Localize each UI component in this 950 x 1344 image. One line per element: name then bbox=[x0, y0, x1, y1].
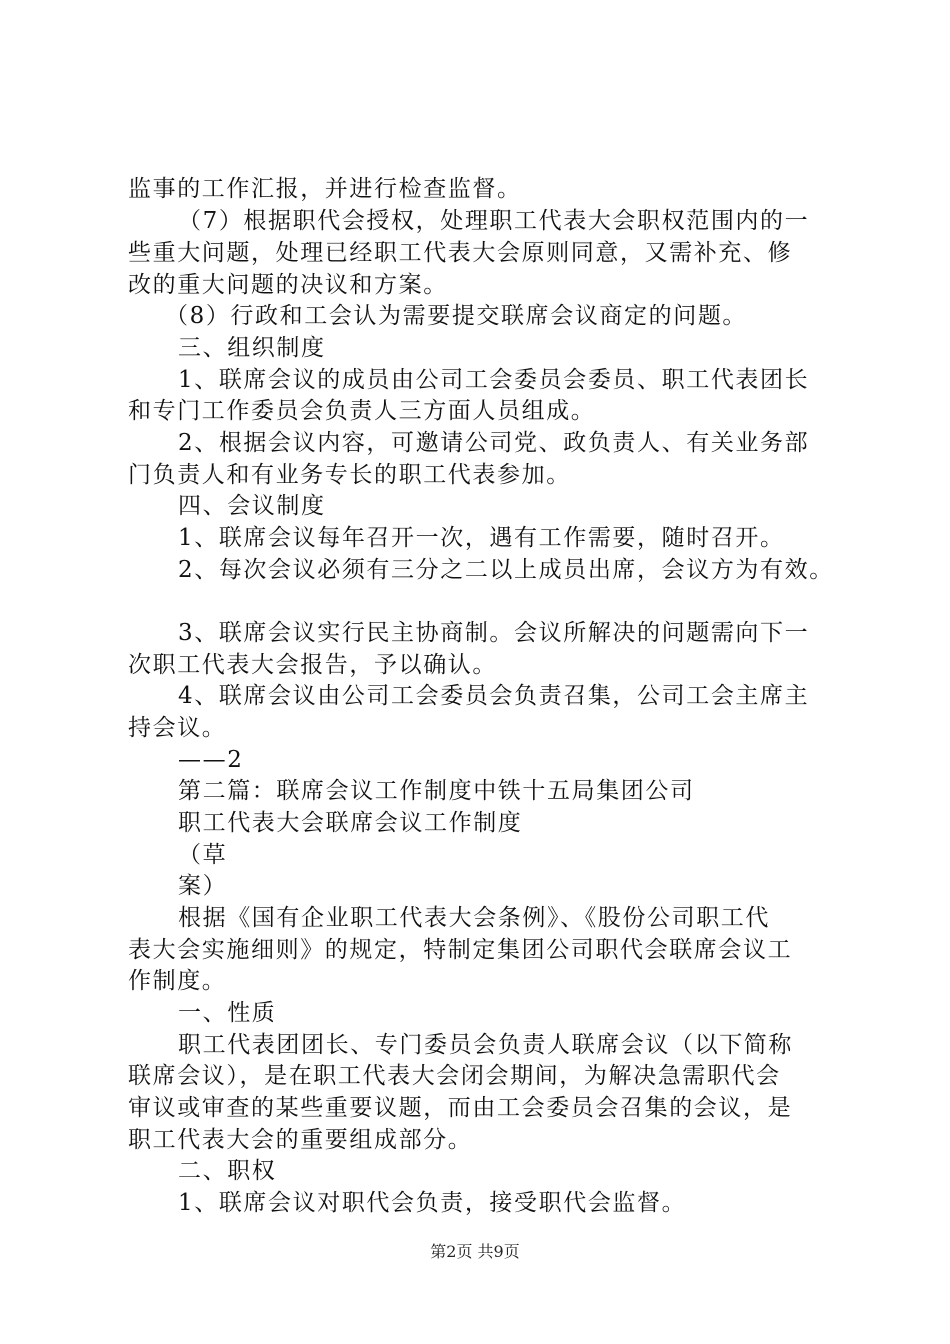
section-heading: 一、性质 bbox=[178, 1000, 277, 1026]
text-line: 联席会议），是在职工代表大会闭会期间，为解决急需职代会 bbox=[128, 1063, 781, 1089]
text-line: 表大会实施细则》的规定，特制定集团公司职代会联席会议工 bbox=[128, 937, 793, 963]
document-title: 职工代表大会联席会议工作制度 bbox=[178, 810, 523, 836]
draft-label: （草 bbox=[178, 842, 228, 868]
text-line: （7）根据职代会授权，处理职工代表大会职权范围内的一 bbox=[178, 208, 810, 234]
section-heading: 三、组织制度 bbox=[178, 335, 326, 361]
text-line: 1、联席会议每年召开一次，遇有工作需要，随时召开。 bbox=[178, 525, 785, 551]
text-line: 3、联席会议实行民主协商制。会议所解决的问题需向下一 bbox=[178, 620, 810, 646]
text-line: 审议或审查的某些重要议题，而由工会委员会召集的会议，是 bbox=[128, 1095, 793, 1121]
text-line: 1、联席会议对职代会负责，接受职代会监督。 bbox=[178, 1190, 687, 1216]
text-line: 职工代表大会的重要组成部分。 bbox=[128, 1127, 473, 1153]
text-line: 和专门工作委员会负责人三方面人员组成。 bbox=[128, 398, 596, 424]
text-line: 持会议。 bbox=[128, 715, 227, 741]
page-number-footer: 第2页 共9页 bbox=[430, 1242, 520, 1261]
text-line: 职工代表团团长、专门委员会负责人联席会议（以下简称 bbox=[178, 1032, 793, 1058]
text-line: 次职工代表大会报告，予以确认。 bbox=[128, 652, 497, 678]
section-heading: 四、会议制度 bbox=[178, 493, 326, 519]
text-line: 4、联席会议由公司工会委员会负责召集，公司工会主席主 bbox=[178, 683, 810, 709]
text-line: （8）行政和工会认为需要提交联席会议商定的问题。 bbox=[165, 303, 748, 329]
text-line: 门负责人和有业务专长的职工代表参加。 bbox=[128, 462, 571, 488]
text-line: 根据《国有企业职工代表大会条例》、《股份公司职工代 bbox=[178, 905, 770, 931]
text-line: 2、每次会议必须有三分之二以上成员出席，会议方为有效。 bbox=[178, 557, 834, 583]
draft-label: 案） bbox=[178, 873, 228, 899]
text-line: 改的重大问题的决议和方案。 bbox=[128, 272, 448, 298]
text-line: 作制度。 bbox=[128, 968, 227, 994]
chapter-title: 第二篇：联席会议工作制度中铁十五局集团公司 bbox=[178, 778, 695, 804]
text-line: 2、根据会议内容，可邀请公司党、政负责人、有关业务部 bbox=[178, 430, 810, 456]
section-heading: 二、职权 bbox=[178, 1158, 277, 1184]
text-line: 1、联席会议的成员由公司工会委员会委员、职工代表团长 bbox=[178, 367, 810, 393]
page-marker: ——2 bbox=[178, 747, 244, 773]
text-line: 监事的工作汇报，并进行检查监督。 bbox=[128, 176, 522, 202]
text-line: 些重大问题，处理已经职工代表大会原则同意，又需补充、修 bbox=[128, 240, 793, 266]
